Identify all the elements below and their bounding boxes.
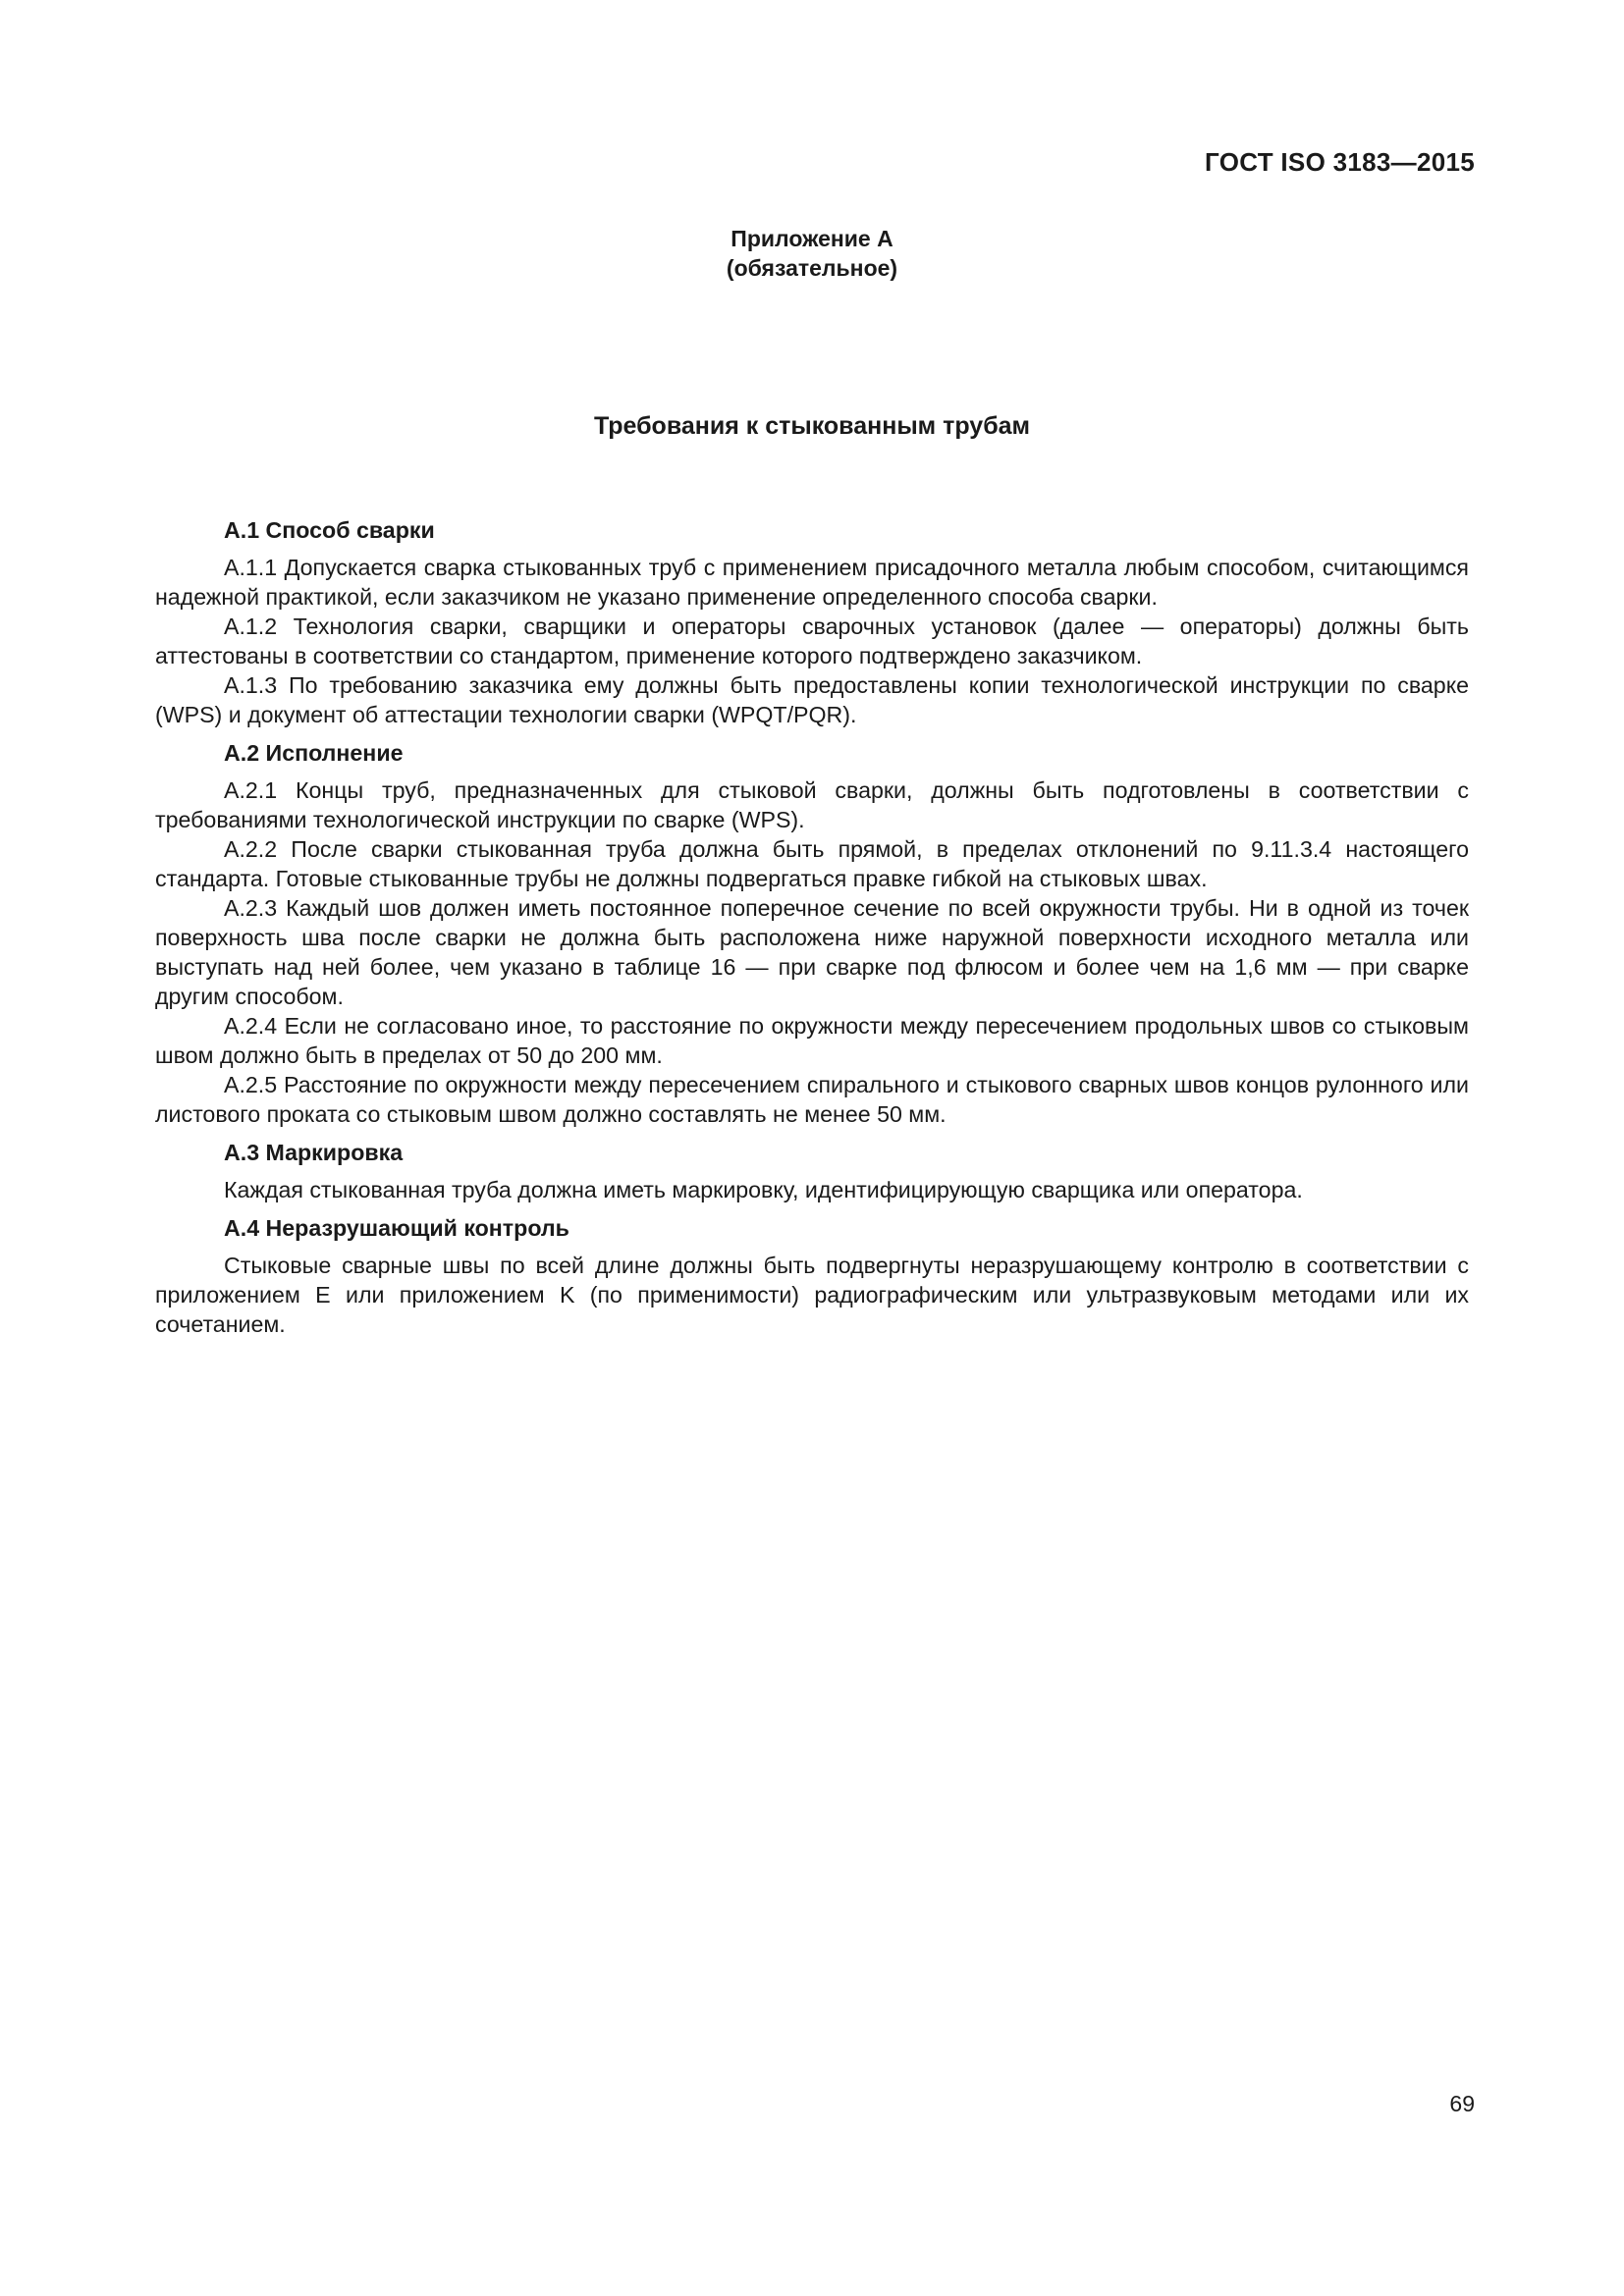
section-heading: А.1 Способ сварки: [224, 517, 435, 543]
annex-label: Приложение А: [731, 226, 893, 251]
section-a2: [155, 738, 1469, 1129]
section-heading: А.2 Исполнение: [224, 740, 404, 766]
paragraph-a3-1: Каждая стыкованная труба должна иметь маркировку, идентифицирующую сварщика или оператора.: [224, 1177, 1303, 1202]
paragraph-a2-5: А.2.5 Расстояние по окружности между пересечением спирального и стыкового сварных швов концов рулонного или листового проката со стыковым швом должно составлять не менее 50 мм.: [155, 1072, 1469, 1127]
section-heading: А.3 Маркировка: [224, 1140, 404, 1165]
page-number: 69: [1449, 2091, 1475, 2116]
document-body: [155, 515, 1469, 1339]
paragraph-a4-1: Стыковые сварные швы по всей длине должны быть подвергнуты неразрушающему контролю в соответствии с приложением Е или приложением K (по применимости) радиографическим или ультразвуковым методами или их сочетанием.: [155, 1253, 1469, 1337]
paragraph-a2-3: А.2.3 Каждый шов должен иметь постоянное поперечное сечение по всей окружности трубы. Ни в одной из точек поверхность шва после сварки не должна быть расположена ниже наружной поверхности исходного металла или выступать над ней более, чем указано в таблице 16 — при сварке под флюсом и более чем на 1,6 мм — при сварке другим способом.: [155, 895, 1469, 1009]
paragraph-a1-1: А.1.1 Допускается сварка стыкованных труб с применением присадочного металла любым способом, считающимся надежной практикой, если заказчиком не указано применение определенного способа сварки.: [155, 555, 1469, 610]
paragraph-a1-2: А.1.2 Технология сварки, сварщики и операторы сварочных установок (далее — операторы) должны быть аттестованы в соответствии со стандартом, применение которого подтверждено заказчиком.: [155, 614, 1469, 668]
document-code: ГОСТ ISO 3183—2015: [1205, 147, 1475, 177]
annex-title: Требования к стыкованным трубам: [593, 412, 1031, 440]
annex-status: (обязательное): [726, 255, 898, 281]
section-a4: [155, 1213, 1469, 1339]
section-a3: [155, 1138, 1469, 1204]
annex-label-block: [0, 224, 1624, 283]
paragraph-a2-4: А.2.4 Если не согласовано иное, то расстояние по окружности между пересечением продольных швов со стыковым швом должно быть в пределах от 50 до 200 мм.: [155, 1013, 1469, 1068]
paragraph-a2-2: А.2.2 После сварки стыкованная труба должна быть прямой, в пределах отклонений по 9.11.3.4 настоящего стандарта. Готовые стыкованные трубы не должны подвергаться правке гибкой на стыковых швах.: [155, 836, 1469, 891]
paragraph-a1-3: А.1.3 По требованию заказчика ему должны быть предоставлены копии технологической инструкции по сварке (WPS) и документ об аттестации технологии сварки (WPQT/PQR).: [155, 672, 1469, 727]
paragraph-a2-1: А.2.1 Концы труб, предназначенных для стыковой сварки, должны быть подготовлены в соответствии с требованиями технологической инструкции по сварке (WPS).: [155, 777, 1469, 832]
section-heading: А.4 Неразрушающий контроль: [224, 1215, 569, 1241]
section-a1: [155, 515, 1469, 729]
